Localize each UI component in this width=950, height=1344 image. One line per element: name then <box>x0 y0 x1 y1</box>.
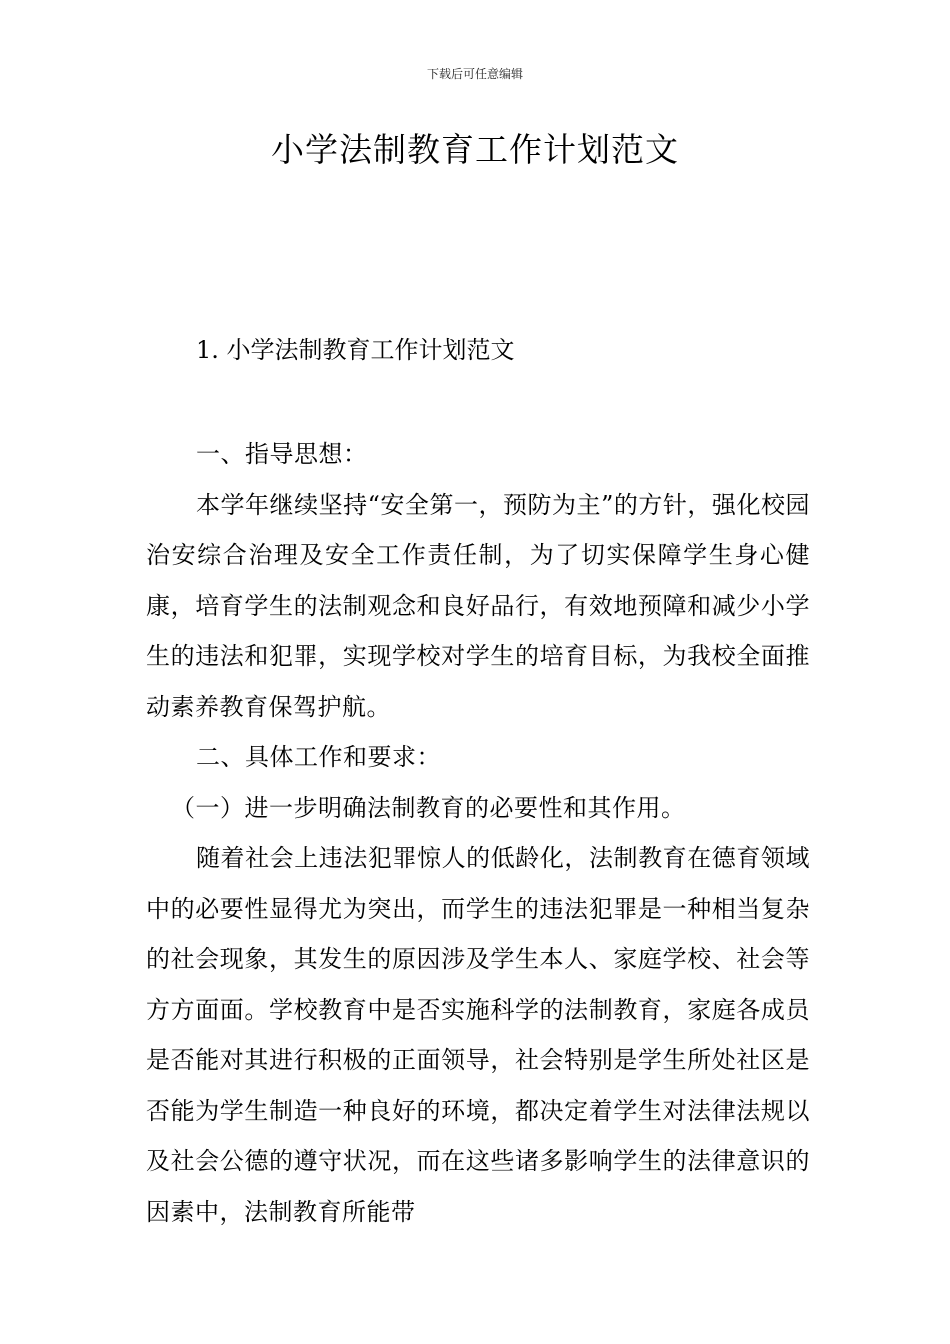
heading-specific-work: 二、具体工作和要求： <box>196 743 441 771</box>
paragraph-necessity: 随着社会上违法犯罪惊人的低龄化，法制教育在德育领域中的必要性显得尤为突出，而学生的违法犯罪是一种相当复杂的社会现象，其发生的原因涉及学生本人、家庭学校、社会等方方面面。学校教育中是否实施科学的法制教育，家庭各成员是否能对其进行积极的正面领导，社会特别是学生所处社区是否能为学生制造一种良好的环境，都决定着学生对法律法规以及社会公德的遵守状况，而在这些诸多影响学生的法律意识的因素中，法制教育所能带 <box>146 844 810 1226</box>
section-heading: 1. 小学法制教育工作计划范文 <box>196 336 515 364</box>
heading-guiding-ideology: 一、指导思想： <box>196 440 368 468</box>
document-body <box>146 429 810 1237</box>
paragraph-guiding-ideology: 本学年继续坚持“安全第一，预防为主”的方针，强化校园治安综合治理及安全工作责任制，为了切实保障学生身心健康，培育学生的法制观念和良好品行，有效地预障和减少小学生的违法和犯罪，实现学校对学生的培育目标，为我校全面推动素养教育保驾护航。 <box>146 490 810 721</box>
header-note: 下载后可任意编辑 <box>426 67 523 81</box>
document-title: 小学法制教育工作计划范文 <box>271 130 679 169</box>
subheading-necessity: （一）进一步明确法制教育的必要性和其作用。 <box>171 793 686 822</box>
